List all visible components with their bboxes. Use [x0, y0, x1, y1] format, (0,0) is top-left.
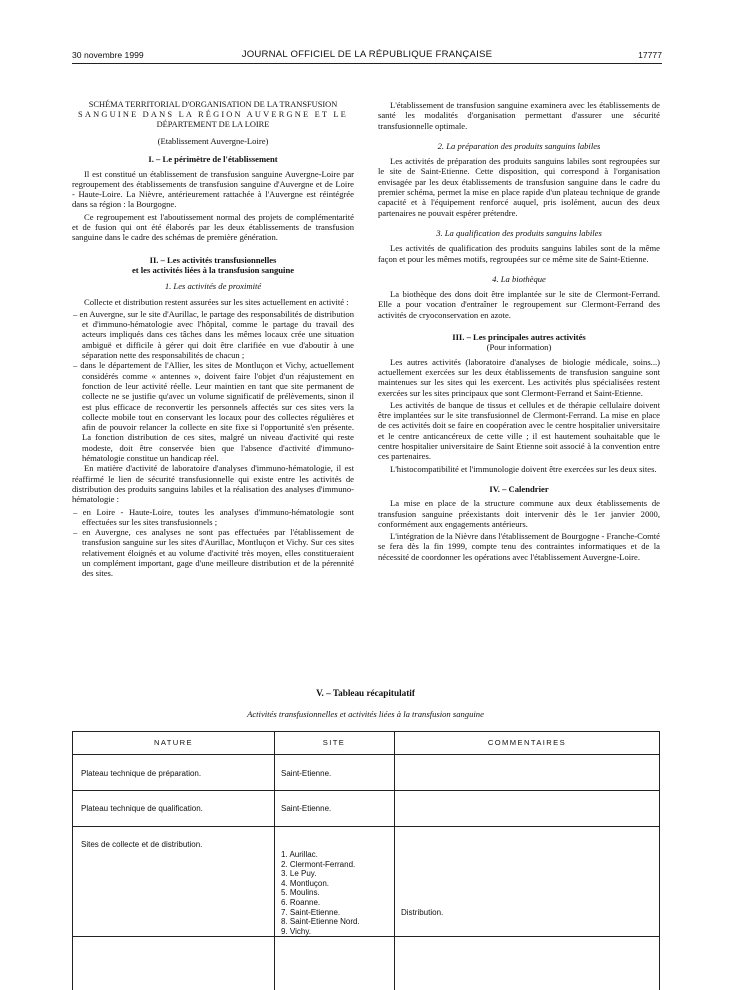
- section-4-paragraph-1: La mise en place de la structure commune aux deux établissements de transfusion sanguine préexistants doit intervenir dès le 1er janvier 2000, conformément aux engagements antérieurs.: [378, 498, 660, 529]
- site-list-item: 9. Vichy.: [281, 926, 311, 936]
- site-list-item: 4. Montluçon.: [281, 878, 330, 888]
- site-list-item: 1. Aurillac.: [281, 850, 318, 859]
- header-page-number: 17777: [638, 50, 662, 60]
- site-list-item: 8. Saint-Etienne Nord.: [281, 917, 360, 927]
- section-2-paragraph-1: Collecte et distribution restent assurées sur les sites actuellement en activité :: [84, 296, 349, 307]
- section-1-paragraph-2: Ce regroupement est l'aboutissement normal des projets de complémentarité et de fusion qui ont été élaborés par les deux établissements de transfusion sanguine dans le cadre des schémas de première génération.: [72, 211, 354, 243]
- list-item-loire: – en Loire - Haute-Loire, toutes les analyses d'immuno-hématologie sont effectuées sur les sites transfusionnels ;: [73, 506, 354, 527]
- section-4-heading: IV. – Calendrier: [489, 483, 549, 494]
- list-item-aurillac: – en Auvergne, sur le site d'Aurillac, le partage des responsabilités de distribution et d'immuno-hématologie avec l'hôpital, comme le partage du travail des acteurs impliqués dans ces tâches dans les mêmes locaux crée une situation ambiguë et difficile à gérer qui doit être clarifiée en vue d'aboutir à une séparation nette des responsabilités de chacun ;: [73, 308, 354, 361]
- section-2-heading-2: et les activités liées à la transfusion sanguine: [131, 264, 295, 275]
- section-3-paragraph-3: L'histocompatibilité et l'immunologie doivent être exercées sur les deux sites.: [390, 463, 657, 474]
- section-4-paragraph-2: L'intégration de la Nièvre dans l'établissement de Bourgogne - Franche-Comté se fera dès la fin 1999, compte tenu des contraintes informatiques et de la nécessité de coordonner les opérations avec l'établissement Auvergne-Loire.: [378, 531, 660, 562]
- table-cell-nature: Plateau technique de qualification.: [81, 804, 203, 813]
- table-cell-nature: Sites de collecte et de distribution.: [81, 840, 203, 849]
- left-column: [72, 100, 354, 579]
- site-list-item: 2. Clermont-Ferrand.: [281, 859, 356, 869]
- establishment-name: (Etablissement Auvergne-Loire): [157, 136, 269, 146]
- site-list-item: 7. Saint-Etienne.: [281, 907, 341, 917]
- subsection-3-paragraph: Les activités de qualification des produits sanguins labiles sont de la même façon et pour les mêmes motifs, regroupées sur ce même site de Saint-Etienne.: [378, 243, 660, 264]
- table-cell-site: Saint-Etienne.: [281, 804, 332, 813]
- site-list-item: 6. Roanne.: [281, 897, 321, 907]
- row-divider: [73, 936, 659, 937]
- subsection-4-title: 4. La biothèque: [492, 273, 546, 284]
- section-2-heading-1: II. – Les activités transfusionnelles: [149, 254, 277, 265]
- section-3-paragraph-1: Les autres activités (laboratoire d'analyses de biologie médicale, soins...) actuellement exercées sur les deux établissements de transfusion sanguine sont maintenues sur les sites qui les exercent. Les activités plus spécialisées restent exercées sur les sites principaux que sont Clermont-Ferrand et Saint-Etienne.: [378, 356, 660, 398]
- title-line-3: DÉPARTEMENT DE LA LOIRE: [156, 120, 270, 129]
- section-1-paragraph-1: Il est constitué un établissement de transfusion sanguine Auvergne-Loire par regroupement des établissements de transfusion sanguine d'Auvergne et de Loire - Haute-Loire. La Nièvre, antérieurement rattachée à l'Auvergne est réintégrée dans sa région : la Bourgogne.: [72, 168, 354, 210]
- section-3-subheading: (Pour information): [486, 342, 552, 353]
- table-cell-site: Saint-Etienne.: [281, 769, 332, 778]
- subsection-4-paragraph: La biothèque des dons doit être implantée sur le site de Clermont-Ferrand. Elle a pour vocation d'entraîner le regroupement sur Clermont-Ferrand des activités de cryoconservation en azote.: [378, 289, 660, 320]
- right-column: [378, 100, 660, 564]
- table-cell-site-list: [281, 850, 360, 936]
- site-list-item: 5. Moulins.: [281, 888, 320, 898]
- column-divider: [394, 732, 395, 990]
- subsection-1-title: 1. Les activités de proximité: [164, 281, 262, 292]
- subsection-3-title: 3. La qualification des produits sanguins labiles: [436, 227, 602, 238]
- site-list-item: 3. Le Puy.: [281, 869, 317, 879]
- table-cell-comment: Distribution.: [401, 908, 444, 917]
- section-3-heading: III. – Les principales autres activités: [452, 332, 586, 343]
- table-header-commentaires: COMMENTAIRES: [487, 738, 567, 747]
- row-divider: [73, 754, 659, 755]
- table-cell-nature: Plateau technique de préparation.: [81, 769, 202, 778]
- section-5-heading: V. – Tableau récapitulatif: [316, 688, 415, 698]
- section-2-paragraph-2: En matière d'activité de laboratoire d'analyses d'immuno-hématologie, il est réaffirmé le lien de sécurité transfusionnelle qui existe entre les activités de distribution des produits sanguins labiles et la réalisation des analyses d'immuno-hématologie :: [72, 463, 354, 505]
- column-divider: [274, 732, 275, 990]
- table-header-site: SITE: [322, 738, 346, 747]
- header-journal-title: JOURNAL OFFICIEL DE LA RÉPUBLIQUE FRANÇAISE: [241, 49, 493, 60]
- list-item-allier: – dans le département de l'Allier, les sites de Montluçon et Vichy, actuellement considérés comme « antennes », doivent faire l'objet d'un réajustement en fonction de leur activité réelle. Leur maintien en tant que site permanent de collecte ne se justifie qu'avec un volume significatif de prélèvements, sinon il est plus efficace de reconvertir les personnels affectés sur ces sites vers la collecte mobile tout en conservant les locaux pour des collectes régulières et afin de pouvoir relancer la collecte en site fixe si l'opportunité s'en présente. La fonction distribution de ces sites, malgré un niveau d'activité qui reste modeste, doit être conservée bien que l'absence d'activité d'immuno-hématologie constitue un handicap réel.: [73, 360, 354, 464]
- subsection-2-title: 2. La préparation des produits sanguins labiles: [437, 140, 601, 151]
- table-header-nature: NATURE: [153, 738, 194, 747]
- row-divider: [73, 826, 659, 827]
- section-3-paragraph-2: Les activités de banque de tissus et cellules et de thérapie cellulaire doivent être implantées sur le site transfusionnel de Clermont-Ferrand. La mise en place de ces activités doit se faire en coopération avec le centre hospitalier universitaire et le centre anticancéreux de cette ville ; il est hautement souhaitable que le centre hospitalier universitaire de Saint Etienne soit associé à la convention entre ces partenaires.: [378, 399, 660, 462]
- summary-table: [72, 731, 660, 990]
- row-divider: [73, 790, 659, 791]
- list-item-auvergne: – en Auvergne, ces analyses ne sont pas effectuées par l'établissement de transfusion sanguine sur les sites d'Aurillac, Montluçon et Vichy. Sur ces sites relativement éloignés et au volume d'activité très moyen, elles constitueraient un complément important, gage d'une meilleure distribution et de la pérennité des sites.: [73, 527, 354, 579]
- table-caption: Activités transfusionnelles et activités liées à la transfusion sanguine: [247, 709, 484, 719]
- section-2-right-paragraph-1: L'établissement de transfusion sanguine examinera avec les établissements de santé les modalités d'organisation permettant d'assurer une sécurité transfusionnelle optimale.: [378, 100, 660, 131]
- title-line-2: SANGUINE DANS LA RÉGION AUVERGNE ET LE: [77, 110, 348, 119]
- title-line-1: SCHÉMA TERRITORIAL D'ORGANISATION DE LA TRANSFUSION: [88, 100, 338, 109]
- section-1-heading: I. – Le périmètre de l'établissement: [148, 154, 278, 165]
- header-date: 30 novembre 1999: [72, 50, 144, 60]
- document-title: [72, 100, 354, 130]
- page-header: [72, 50, 662, 64]
- subsection-2-paragraph: Les activités de préparation des produits sanguins labiles sont regroupées sur le site de Saint-Etienne. Cette disposition, qui correspond à l'organisation envisagée par les deux établissements de transfusion sanguine dans le cadre du premier schéma, permet la mise en place rapide d'un plateau technique de grande capacité et à l'équipement renforcé auquel, pris isolément, aucun des deux partenaires ne pouvait espérer prétendre.: [378, 156, 660, 218]
